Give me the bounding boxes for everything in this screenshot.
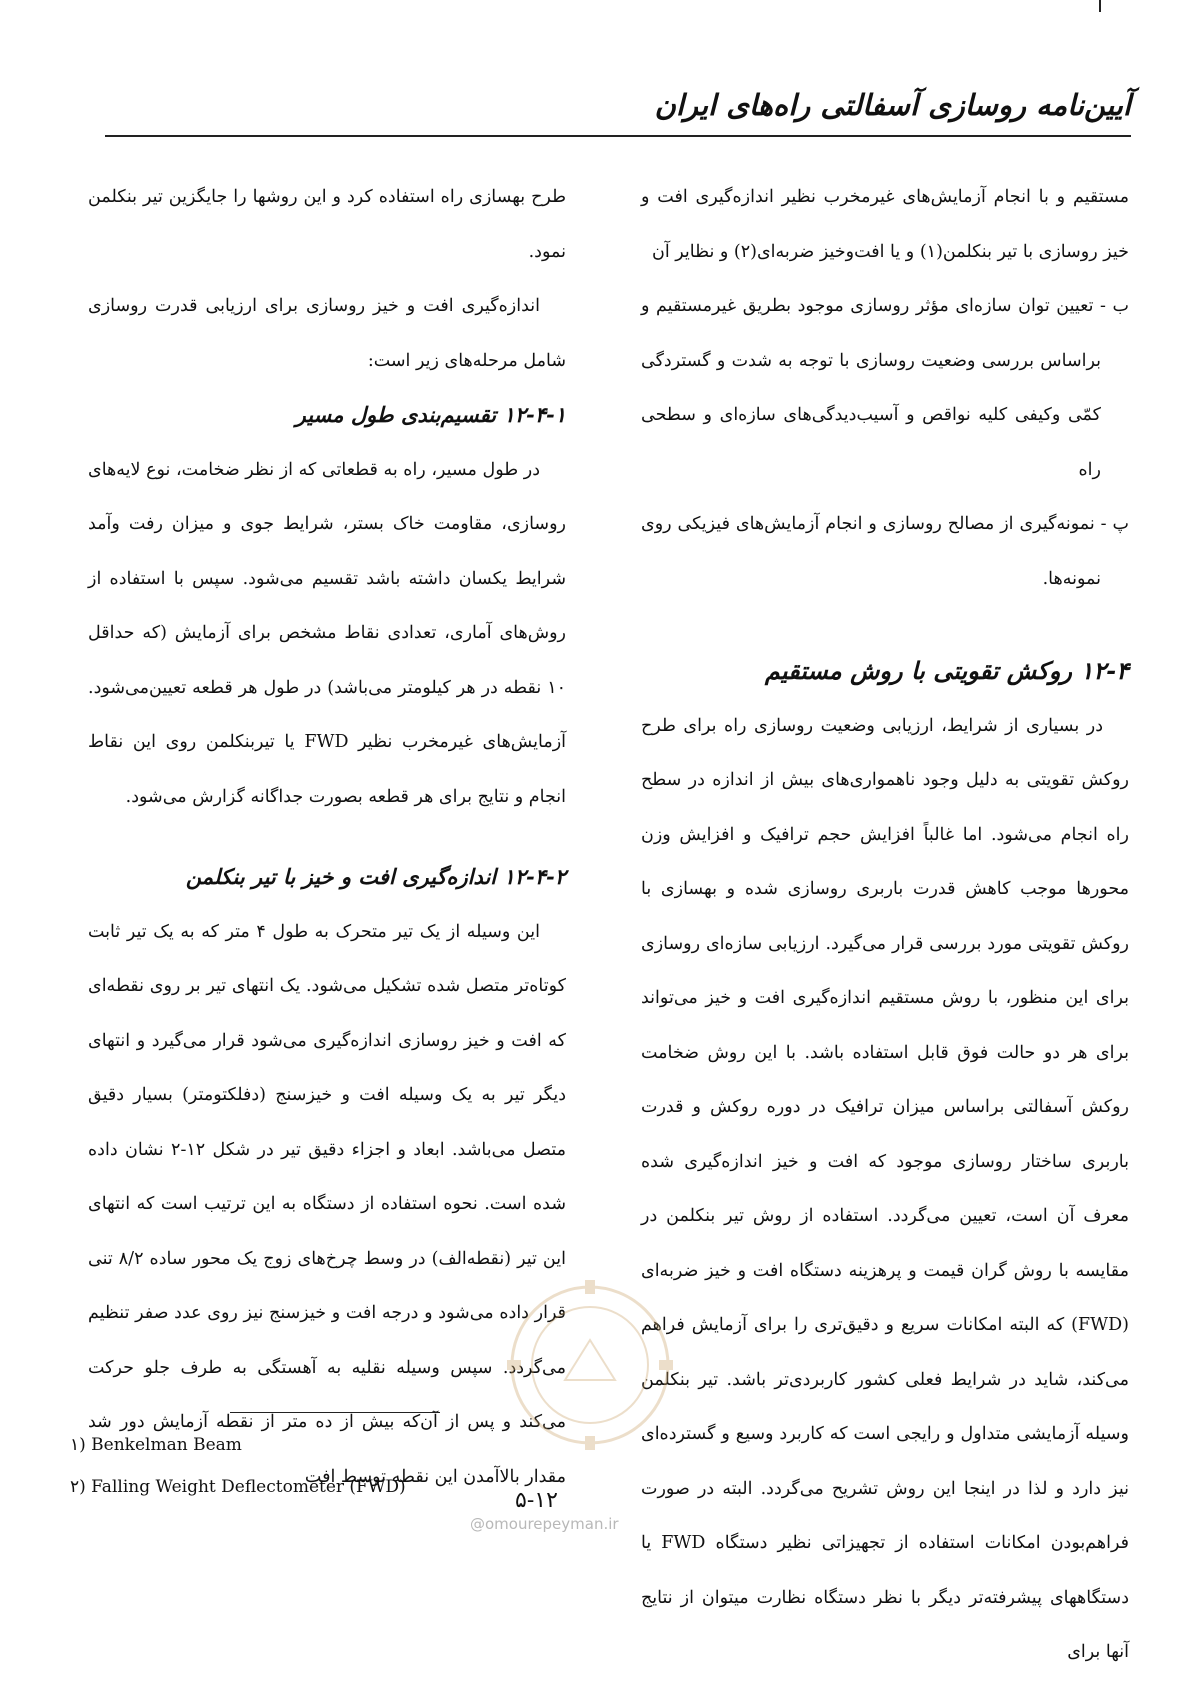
footnote-2: ۲) Falling Weight Deflectometer (FWD) [70,1477,406,1497]
subsection-heading: ۱۲-۴-۲ اندازه‌گیری افت و خیز با تیر بنکلمن [185,864,566,889]
footnote-divider [230,1412,440,1413]
footnote-1: ۱) Benkelman Beam [70,1435,242,1455]
list-item-b: ب - تعیین توان سازه‌ای مؤثر روسازی موجود بطریق غیرمستقیم و براساس بررسی وضعیت روسازی با توجه به شدت و گستردگی کمّی وکیفی کلیه نواقص و آسیب‌دیدگی‌های سازه‌ای و سطحی راه [641,296,1129,480]
header-title: آیین‌نامه روسازی آسفالتی راه‌های ایران [654,88,1131,122]
subsection-heading: ۱۲-۴-۱ تقسیم‌بندی طول مسیر [295,402,566,427]
paragraph: در بسیاری از شرایط، ارزیابی وضعیت روسازی راه برای طرح روکش تقویتی به دلیل وجود ناهمواری‌های بیش از اندازه در سطح راه انجام می‌شود. اما غالباً افزایش حجم ترافیک و افزایش وزن محورها موجب کاهش قدرت باربری روسازی شده و بهسازی با روکش تقویتی مورد بررسی قرار می‌گیرد. ارزیابی سازه‌ای روسازی برای این منظور، با روش مستقیم اندازه‌گیری افت و خیز می‌تواند برای هر دو حالت فوق قابل استفاده باشد. با این روش ضخامت روکش آسفالتی براساس میزان ترافیک در دوره روکش و قدرت باربری ساختار روسازی موجود که افت و خیز اندازه‌گیری شده معرف آن است، تعیین می‌گردد. استفاده از روش تیر بنکلمن در مقایسه با روش گران قیمت و پرهزینه دستگاه افت و خیز ضربه‌ای (FWD) که البته امکانات سریع و دقیق‌تری را برای آزمایش فراهم می‌کند، شاید در شرایط فعلی کشور کاربردی‌تر باشد. تیر بنکلمن وسیله آزمایشی متداول و رایجی است که کاربرد وسیع و گسترده‌ای نیز دارد و لذا در اینجا این روش تشریح می‌گردد. البته در صورت فراهم‌بودن امکانات استفاده از تجهیزاتی نظیر دستگاه FWD یا دستگاههای پیشرفته‌تر دیگر با نظر دستگاه نظارت میتوان از نتایج آنها برای [641,715,1130,1662]
list-item-p: پ - نمونه‌گیری از مصالح روسازی و انجام آزمایش‌های فیزیکی روی نمونه‌ها. [641,514,1129,589]
section-heading: ۱۲-۴ روکش تقویتی با روش مستقیم [764,656,1129,685]
corner-mark [1059,0,1101,12]
footnotes [70,1424,450,1508]
right-column [641,170,1129,1680]
page-number: ۵-۱۲ [515,1488,558,1513]
paragraph: در طول مسیر، راه به قطعاتی که از نظر ضخامت، نوع لایه‌های روسازی، مقاومت خاک بستر، شرایط جوی و میزان رفت وآمد شرایط یکسان داشته باشد تقسیم می‌شود. سپس با استفاده از روش‌های آماری، تعدادی نقاط مشخص برای آزمایش (که حداقل ۱۰ نقطه در هر کیلومتر می‌باشد) در طول هر قطعه تعیین‌می‌شود. آزمایش‌های غیرمخرب نظیر FWD یا تیربنکلمن روی این نقاط انجام و نتایج برای هر قطعه بصورت جداگانه گزارش می‌شود. [88,459,567,807]
paragraph: اندازه‌گیری افت و خیز روسازی برای ارزیابی قدرت روسازی شامل مرحله‌های زیر است: [88,296,566,371]
seal-stamp-icon [505,1270,675,1460]
paragraph: مستقیم و با انجام آزمایش‌های غیرمخرب نظیر اندازه‌گیری افت و خیز روسازی با تیر بنکلمن(۱) و یا افت‌وخیز ضربه‌ای(۲) و نظایر آن [641,187,1129,262]
paragraph: این وسیله از یک تیر متحرک به طول ۴ متر که به یک تیر ثابت کوتاه‌تر متصل شده تشکیل می‌شود. یک انتهای تیر بر روی نقطه‌ای که افت و خیز روسازی اندازه‌گیری می‌شود قرار می‌گیرد و انتهای دیگر تیر به یک وسیله افت و خیزسنج (دفلکتومتر) بسیار دقیق متصل می‌باشد. ابعاد و اجزاء دقیق تیر در شکل ۱۲-۲ نشان داده شده است. نحوه استفاده از دستگاه به این ترتیب است که انتهای این تیر (نقطه‌الف) در وسط چرخ‌های زوج یک محور ساده ۸/۲ تنی قرار داده می‌شود و درجه افت و خیزسنج نیز روی عدد صفر تنظیم می‌گردد. سپس وسیله نقلیه به آهستگی به طرف جلو حرکت می‌کند و پس از آن‌که بیش از ده متر از نقطه آزمایش دور شد مقدار بالاآمدن این نقطه توسط افت [88,921,566,1487]
paragraph: طرح بهسازی راه استفاده کرد و این روشها را جایگزین تیر بنکلمن نمود. [88,187,566,262]
page-header [105,88,1131,138]
header-rule [105,135,1131,137]
left-column [88,170,566,1504]
watermark-text: @omourepeyman.ir [470,1515,619,1533]
